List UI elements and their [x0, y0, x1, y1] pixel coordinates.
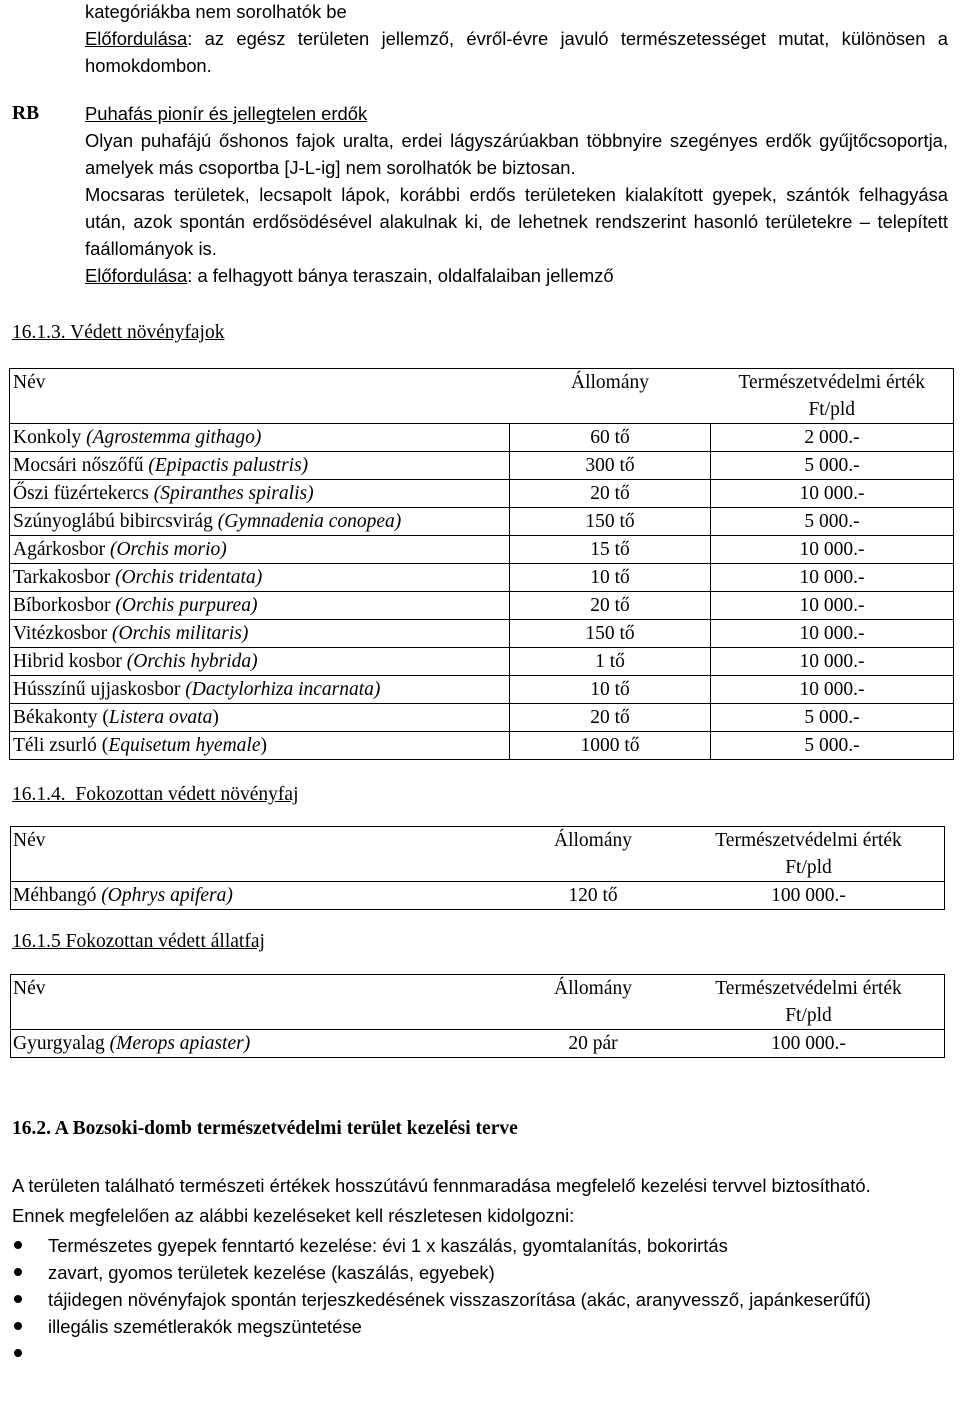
- table-row: [10, 536, 954, 564]
- bullet-icon: [14, 1295, 22, 1303]
- section-heading-strictly-protected-animal: 16.1.5 Fokozottan védett állatfaj: [12, 931, 265, 952]
- management-paragraph-2: Ennek megfelelően az alábbi kezeléseket kell részletesen kidolgozni:: [12, 1205, 575, 1226]
- col-header-name: Név: [13, 978, 46, 999]
- table-header-row: [11, 827, 945, 882]
- col-header-value-text: Természetvédelmi érték: [738, 372, 925, 393]
- common-name: Mocsári nőszőfű: [13, 455, 149, 476]
- common-name: Bíborkosbor: [13, 595, 116, 616]
- latin-name: (Merops apiaster): [109, 1033, 251, 1054]
- table-row: [10, 508, 954, 536]
- list-item: [12, 1313, 948, 1340]
- conservation-value: 10 000.-: [711, 592, 954, 620]
- common-name: Téli zsurló (: [13, 735, 109, 756]
- conservation-value: 10 000.-: [711, 564, 954, 592]
- species-name: [10, 508, 510, 536]
- conservation-value: 10 000.-: [711, 480, 954, 508]
- protected-plants-table-wrap: [12, 368, 954, 760]
- col-header-stock: Állomány: [554, 830, 632, 851]
- col-header-unit: Ft/pld: [785, 1005, 832, 1026]
- list-item: [12, 1232, 948, 1259]
- conservation-value: 100 000.-: [673, 1030, 945, 1058]
- strictly-protected-animal-table: [10, 974, 945, 1058]
- table-row: [10, 620, 954, 648]
- species-name: [10, 424, 510, 452]
- species-name: [10, 452, 510, 480]
- list-item: [12, 1259, 948, 1286]
- common-name: Tarkakosbor: [13, 567, 116, 588]
- common-name: Vitézkosbor: [13, 623, 113, 644]
- species-name: [10, 648, 510, 676]
- latin-name: Equisetum hyemale: [108, 735, 261, 756]
- rb-block: [12, 100, 948, 289]
- top-line: kategóriákba nem sorolhatók be: [85, 1, 347, 22]
- col-header-stock: Állomány: [554, 978, 632, 999]
- stock-value: 150 tő: [510, 620, 711, 648]
- list-item-text: Természetes gyepek fenntartó kezelése: évi 1 x kaszálás, gyomtalanítás, bokorirtás: [48, 1235, 728, 1256]
- top-occurrence: [85, 25, 948, 79]
- table-row: [10, 676, 954, 704]
- common-name: Hússzínű ujjaskosbor: [13, 679, 186, 700]
- table-row: [10, 564, 954, 592]
- section-heading-strictly-protected-plant: 16.1.4. Fokozottan védett növényfaj: [12, 784, 299, 805]
- rb-occurrence: [85, 262, 948, 289]
- latin-name: (Orchis militaris): [112, 623, 249, 644]
- col-header-value-text: Természetvédelmi érték: [715, 978, 902, 999]
- stock-value: 10 tő: [510, 564, 711, 592]
- list-item: [12, 1340, 948, 1367]
- conservation-value: 10 000.-: [711, 620, 954, 648]
- common-name: Méhbangó: [13, 885, 102, 906]
- latin-name: (Orchis morio): [109, 539, 227, 560]
- common-name: Őszi füzértekercs: [13, 483, 154, 504]
- rb-paragraph-1: Olyan puhafájú őshonos fajok uralta, erdei lágyszárúakban többnyire szegényes erdők gyűjtőcsoportja, amelyek más csoportba [J-L-ig] nem sorolhatók be biztosan.: [85, 130, 948, 178]
- table-row: [11, 1030, 945, 1058]
- col-header-unit: Ft/pld: [785, 857, 832, 878]
- section-heading-protected-plants: 16.1.3. Védett növényfajok: [12, 322, 225, 343]
- conservation-value: 5 000.-: [711, 452, 954, 480]
- stock-value: 10 tő: [510, 676, 711, 704]
- stock-value: 20 tő: [510, 704, 711, 732]
- stock-value: 150 tő: [510, 508, 711, 536]
- occurrence-label: Előfordulása: [85, 28, 188, 49]
- col-header-value: [673, 827, 945, 882]
- col-header-name: Név: [10, 369, 510, 424]
- table-row: [10, 480, 954, 508]
- species-name: [11, 1030, 514, 1058]
- rb-paragraph-2: Mocsaras területek, lecsapolt lápok, korábbi erdős területeken kialakított gyepek, szántók felhagyása után, azok spontán erdősödésével alakulnak ki, de lehetnek rendszerint hasonló területekre – telepített faállományok is.: [85, 184, 948, 259]
- col-header-name: Név: [13, 830, 46, 851]
- table-row: [10, 424, 954, 452]
- latin-name: (Orchis hybrida): [126, 651, 258, 672]
- rb-title: Puhafás pionír és jellegtelen erdők: [85, 103, 368, 124]
- stock-value: 300 tő: [510, 452, 711, 480]
- stock-value: 120 tő: [513, 882, 673, 910]
- rb-code: RB: [12, 103, 40, 124]
- rb-body: [85, 100, 948, 289]
- strictly-protected-animal-table-wrap: [12, 974, 945, 1058]
- bullet-icon: [14, 1349, 22, 1357]
- bullet-icon: [14, 1241, 22, 1249]
- table-row: [11, 882, 945, 910]
- top-block: [85, 0, 948, 79]
- stock-value: 60 tő: [510, 424, 711, 452]
- stock-value: 20 tő: [510, 480, 711, 508]
- conservation-value: 5 000.-: [711, 508, 954, 536]
- common-name: Szúnyoglábú bibircsvirág: [13, 511, 218, 532]
- protected-plants-table: [9, 368, 954, 760]
- strictly-protected-plant-table: [10, 826, 945, 910]
- conservation-value: 100 000.-: [673, 882, 945, 910]
- table-row: [10, 732, 954, 760]
- conservation-value: 10 000.-: [711, 676, 954, 704]
- species-name: [10, 620, 510, 648]
- common-name: Agárkosbor: [13, 539, 110, 560]
- species-name: [10, 480, 510, 508]
- species-name: [10, 676, 510, 704]
- conservation-value: 10 000.-: [711, 648, 954, 676]
- species-name: [10, 536, 510, 564]
- occurrence-text: : az egész területen jellemző, évről-évre javuló természetességet mutat, különösen a homokdombon.: [85, 28, 948, 76]
- bullet-icon: [14, 1268, 22, 1276]
- table-body: [10, 424, 954, 760]
- stock-value: 15 tő: [510, 536, 711, 564]
- col-header-value: [673, 975, 945, 1030]
- bullet-icon: [14, 1322, 22, 1330]
- name-suffix: ): [212, 707, 219, 728]
- management-paragraph-1: A területen található természeti értékek hosszútávú fennmaradása megfelelő kezelési tervvel biztosítható.: [12, 1175, 871, 1196]
- management-list: [12, 1232, 948, 1367]
- col-header-unit: Ft/pld: [808, 399, 856, 420]
- latin-name: (Agrostemma githago): [86, 427, 262, 448]
- conservation-value: 5 000.-: [711, 732, 954, 760]
- common-name: Konkoly: [13, 427, 87, 448]
- latin-name: (Spiranthes spiralis): [153, 483, 314, 504]
- section-heading-management-plan: 16.2. A Bozsoki-domb természetvédelmi terület kezelési terve: [12, 1118, 518, 1139]
- stock-value: 20 pár: [513, 1030, 673, 1058]
- table-row: [10, 592, 954, 620]
- conservation-value: 10 000.-: [711, 536, 954, 564]
- col-header-value-text: Természetvédelmi érték: [715, 830, 902, 851]
- species-name: [10, 564, 510, 592]
- stock-value: 1000 tő: [510, 732, 711, 760]
- latin-name: (Orchis purpurea): [115, 595, 258, 616]
- table-header-row: [10, 369, 954, 424]
- latin-name: (Epipactis palustris): [148, 455, 309, 476]
- management-plan-body: [12, 1172, 948, 1367]
- list-item-text: tájidegen növényfajok spontán terjeszkedésének visszaszorítása (akác, aranyvessző, japánkeserűfű): [48, 1289, 871, 1310]
- list-item: [12, 1286, 948, 1313]
- species-name: [10, 732, 510, 760]
- stock-value: 1 tő: [510, 648, 711, 676]
- col-header-value: [711, 369, 954, 424]
- latin-name: (Ophrys apifera): [101, 885, 233, 906]
- list-item-text: zavart, gyomos területek kezelése (kaszálás, egyebek): [48, 1262, 495, 1283]
- stock-value: 20 tő: [510, 592, 711, 620]
- occurrence-label: Előfordulása: [85, 265, 188, 286]
- common-name: Hibrid kosbor: [13, 651, 127, 672]
- col-header-stock: Állomány: [510, 369, 711, 424]
- species-name: [11, 882, 514, 910]
- table-row: [10, 452, 954, 480]
- latin-name: (Dactylorhiza incarnata): [185, 679, 381, 700]
- species-name: [10, 592, 510, 620]
- latin-name: (Gymnadenia conopea): [217, 511, 402, 532]
- table-row: [10, 648, 954, 676]
- strictly-protected-plant-table-wrap: [12, 826, 945, 910]
- conservation-value: 2 000.-: [711, 424, 954, 452]
- common-name: Gyurgyalag: [13, 1033, 110, 1054]
- occurrence-text: : a felhagyott bánya teraszain, oldalfalaiban jellemző: [187, 265, 614, 286]
- list-item-text: illegális szemétlerakók megszüntetése: [48, 1316, 362, 1337]
- latin-name: Listera ovata: [108, 707, 213, 728]
- conservation-value: 5 000.-: [711, 704, 954, 732]
- latin-name: (Orchis tridentata): [115, 567, 263, 588]
- common-name: Békakonty (: [13, 707, 109, 728]
- table-row: [10, 704, 954, 732]
- table-header-row: [11, 975, 945, 1030]
- name-suffix: ): [260, 735, 267, 756]
- species-name: [10, 704, 510, 732]
